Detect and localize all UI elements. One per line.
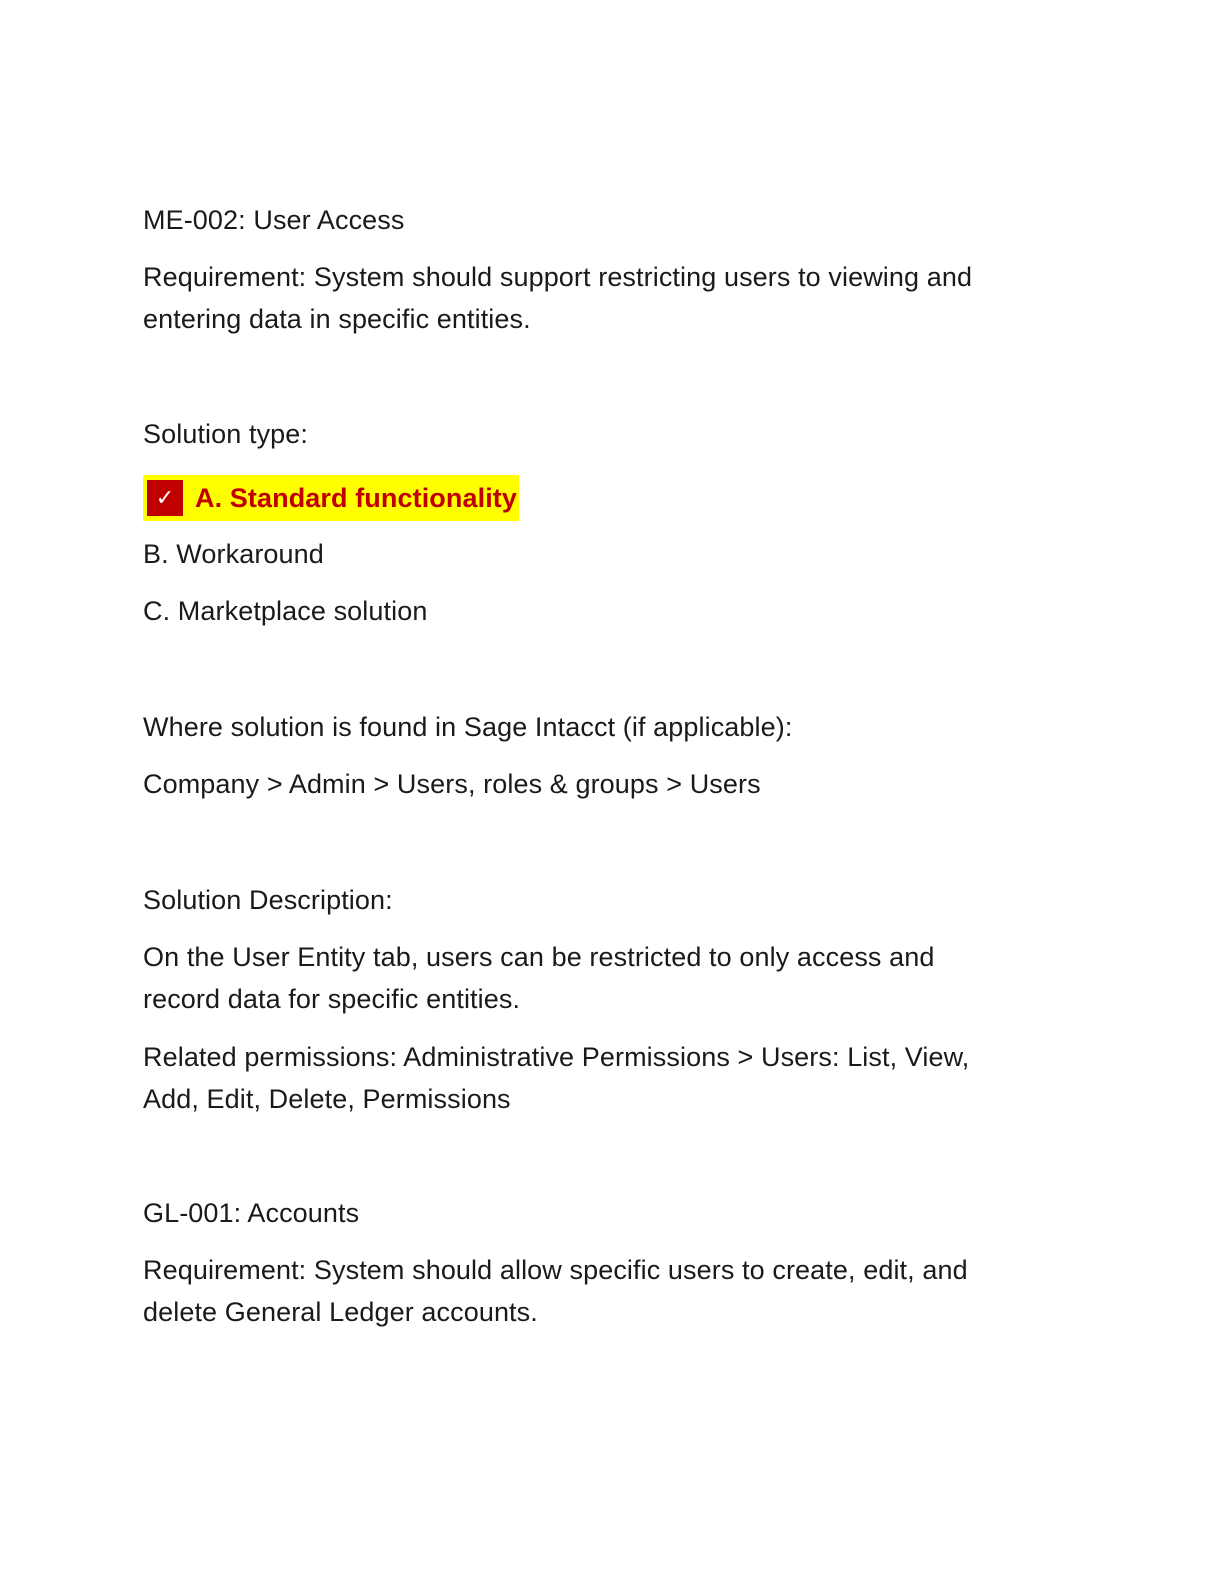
location-path: Company > Admin > Users, roles & groups > Users bbox=[143, 769, 761, 799]
me002-requirement-line-1: Requirement: System should support restricting users to viewing and bbox=[143, 262, 973, 292]
gl001-requirement-line-1: Requirement: System should allow specific users to create, edit, and bbox=[143, 1255, 968, 1285]
option-a-label: A. Standard functionality bbox=[195, 483, 518, 513]
document-page bbox=[143, 0, 1083, 1584]
description-line-1: On the User Entity tab, users can be restricted to only access and bbox=[143, 942, 935, 972]
permissions-line-2: Add, Edit, Delete, Permissions bbox=[143, 1084, 511, 1114]
option-c-label: C. Marketplace solution bbox=[143, 596, 428, 626]
gl001-heading: GL-001: Accounts bbox=[143, 1198, 360, 1228]
solution-type-label: Solution type: bbox=[143, 419, 309, 449]
me002-requirement-line-2: entering data in specific entities. bbox=[143, 304, 531, 334]
location-label: Where solution is found in Sage Intacct (if applicable): bbox=[143, 712, 793, 742]
option-b-label: B. Workaround bbox=[143, 539, 324, 569]
option-a-highlight bbox=[143, 475, 519, 521]
option-a-row bbox=[143, 473, 519, 521]
me002-heading: ME-002: User Access bbox=[143, 205, 405, 235]
checkmark-icon: ✓ bbox=[147, 480, 183, 516]
gl001-requirement-line-2: delete General Ledger accounts. bbox=[143, 1297, 538, 1327]
description-line-2: record data for specific entities. bbox=[143, 984, 521, 1014]
permissions-line-1: Related permissions: Administrative Permissions > Users: List, View, bbox=[143, 1042, 970, 1072]
description-label: Solution Description: bbox=[143, 885, 393, 915]
